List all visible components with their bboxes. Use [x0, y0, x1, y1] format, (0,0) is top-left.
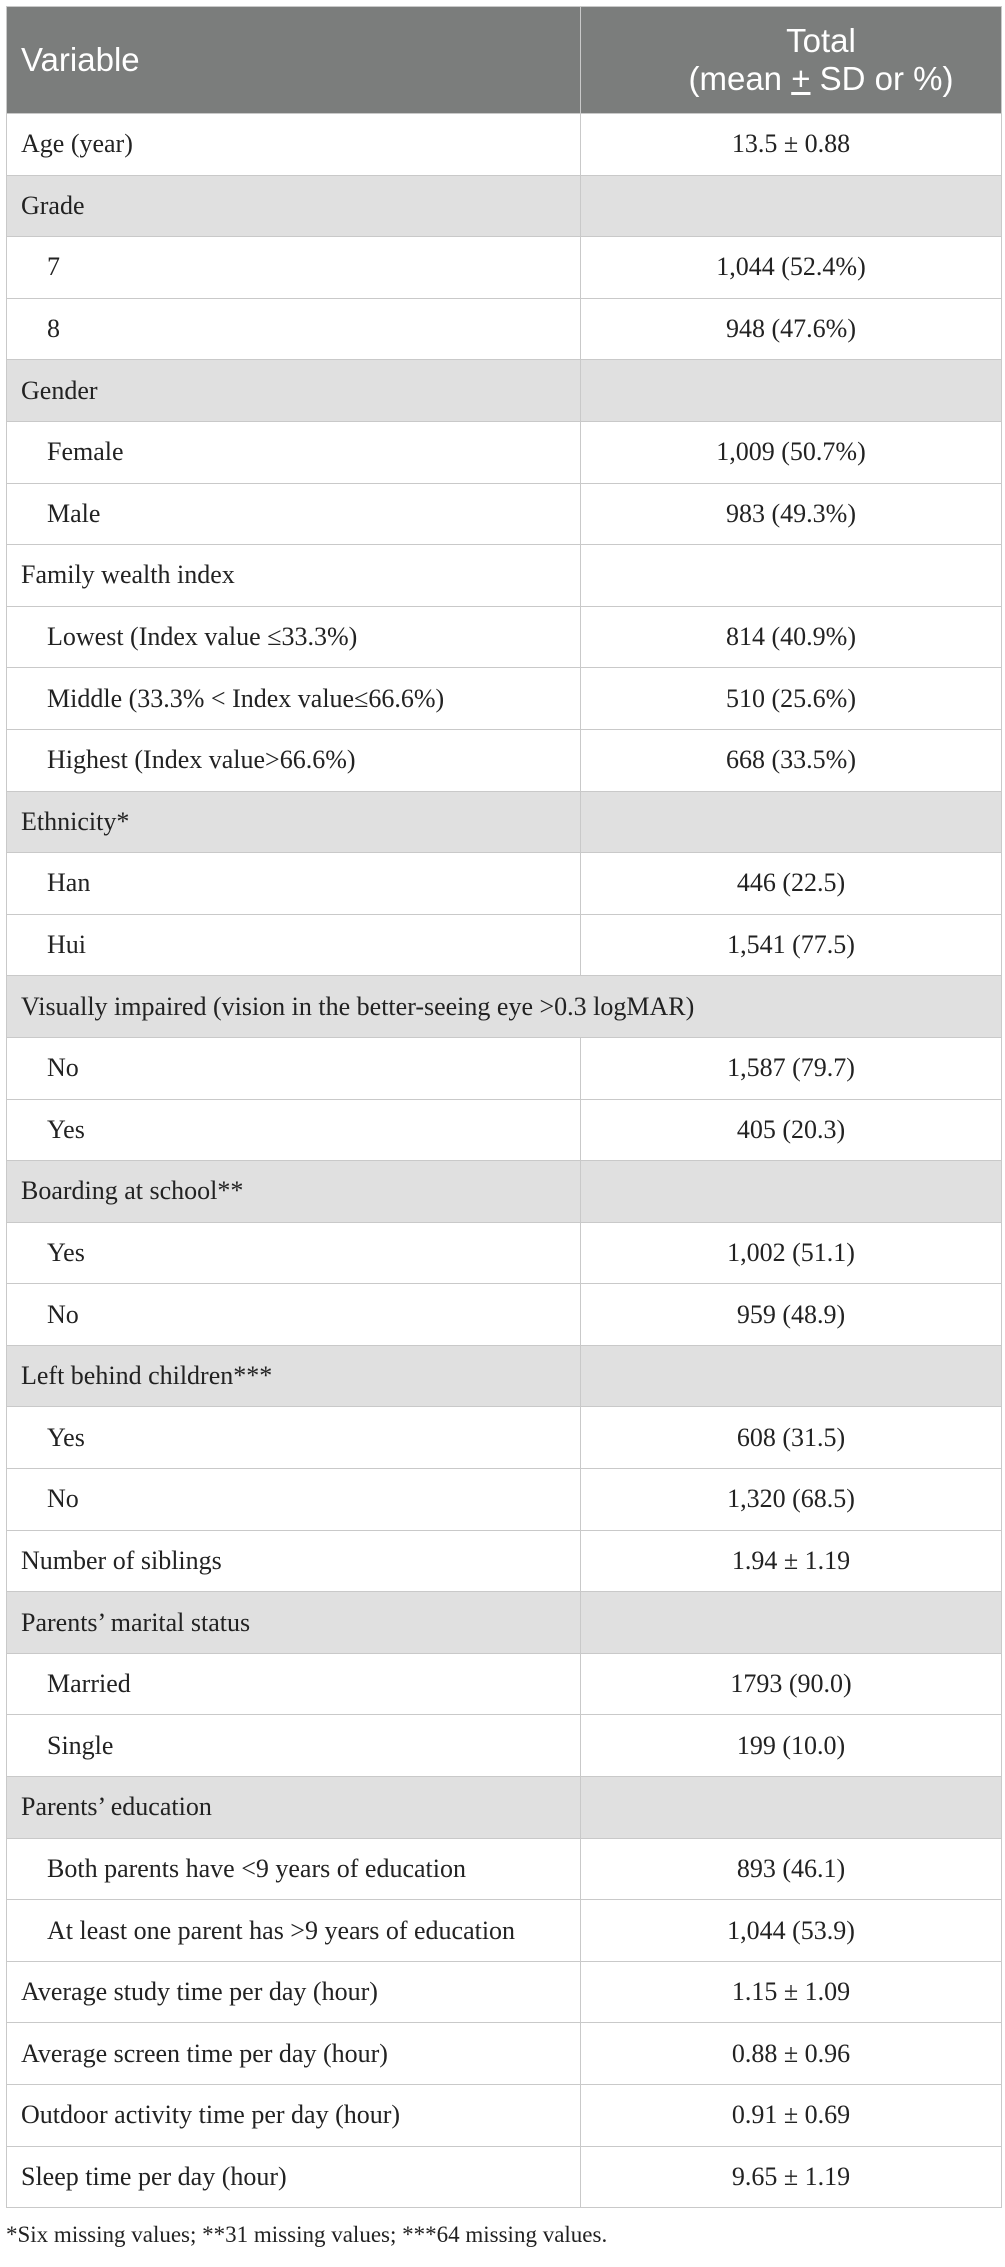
- row-label: Number of siblings: [7, 1530, 581, 1592]
- table-row: [7, 1530, 1002, 1592]
- table-row: [7, 606, 1002, 668]
- row-label: Average study time per day (hour): [7, 1961, 581, 2023]
- table-row: [7, 421, 1002, 483]
- category-row: [7, 1592, 1002, 1654]
- table-row: [7, 2146, 1002, 2208]
- row-value: [581, 791, 1002, 853]
- row-label: Male: [7, 483, 581, 545]
- row-label: 8: [7, 298, 581, 360]
- row-value: 1,320 (68.5): [581, 1469, 1002, 1531]
- row-value: 608 (31.5): [581, 1407, 1002, 1469]
- table-row: [7, 1099, 1002, 1161]
- table-row: [7, 298, 1002, 360]
- table-row: [7, 2023, 1002, 2085]
- row-value: [581, 360, 1002, 422]
- row-label: Both parents have <9 years of education: [7, 1838, 581, 1900]
- row-label: No: [7, 1284, 581, 1346]
- characteristics-table: [6, 6, 1002, 2208]
- row-label: Lowest (Index value ≤33.3%): [7, 606, 581, 668]
- row-label: Sleep time per day (hour): [7, 2146, 581, 2208]
- row-value: [581, 1777, 1002, 1839]
- table-header-row: [7, 7, 1002, 114]
- row-value: 1,002 (51.1): [581, 1222, 1002, 1284]
- row-value: 1.15 ± 1.09: [581, 1961, 1002, 2023]
- row-label: Han: [7, 853, 581, 915]
- row-label: Single: [7, 1715, 581, 1777]
- row-value: [581, 1161, 1002, 1223]
- row-label: Family wealth index: [7, 545, 581, 607]
- row-label: Highest (Index value>66.6%): [7, 729, 581, 791]
- row-value: 1,009 (50.7%): [581, 421, 1002, 483]
- row-value: 510 (25.6%): [581, 668, 1002, 730]
- row-value: 893 (46.1): [581, 1838, 1002, 1900]
- row-value: 0.91 ± 0.69: [581, 2085, 1002, 2147]
- row-label: No: [7, 1469, 581, 1531]
- row-value: 405 (20.3): [581, 1099, 1002, 1161]
- row-value: [581, 545, 1002, 607]
- table-row: [7, 1715, 1002, 1777]
- row-value: 1,541 (77.5): [581, 914, 1002, 976]
- table-row: [7, 914, 1002, 976]
- row-label: Average screen time per day (hour): [7, 2023, 581, 2085]
- category-row: [7, 360, 1002, 422]
- row-value: 668 (33.5%): [581, 729, 1002, 791]
- table-row: [7, 1469, 1002, 1531]
- row-value: 948 (47.6%): [581, 298, 1002, 360]
- row-value: 0.88 ± 0.96: [581, 2023, 1002, 2085]
- total-column-header: [581, 7, 1002, 114]
- row-label: Yes: [7, 1407, 581, 1469]
- category-row: [7, 545, 1002, 607]
- row-value: 1,044 (53.9): [581, 1900, 1002, 1962]
- row-value: 9.65 ± 1.19: [581, 2146, 1002, 2208]
- row-value: 1793 (90.0): [581, 1653, 1002, 1715]
- row-label: Parents’ marital status: [7, 1592, 581, 1654]
- row-label: No: [7, 1037, 581, 1099]
- row-label: 7: [7, 237, 581, 299]
- row-value: 13.5 ± 0.88: [581, 114, 1002, 176]
- variable-column-header: Variable: [7, 7, 581, 114]
- row-value: [581, 175, 1002, 237]
- table-row: [7, 1961, 1002, 2023]
- row-label: Outdoor activity time per day (hour): [7, 2085, 581, 2147]
- row-value: 1,044 (52.4%): [581, 237, 1002, 299]
- category-row: [7, 1777, 1002, 1839]
- row-value: 446 (22.5): [581, 853, 1002, 915]
- row-value: 814 (40.9%): [581, 606, 1002, 668]
- row-label: Boarding at school**: [7, 1161, 581, 1223]
- table-row: [7, 1653, 1002, 1715]
- table-row: [7, 853, 1002, 915]
- table-row: [7, 1900, 1002, 1962]
- category-row: [7, 791, 1002, 853]
- row-value: [581, 1345, 1002, 1407]
- row-value: [581, 1592, 1002, 1654]
- row-value: 959 (48.9): [581, 1284, 1002, 1346]
- total-header-line1: Total: [786, 22, 856, 59]
- row-value: 199 (10.0): [581, 1715, 1002, 1777]
- table-row: [7, 1037, 1002, 1099]
- table-row: [7, 1407, 1002, 1469]
- row-label: Female: [7, 421, 581, 483]
- row-label: Ethnicity*: [7, 791, 581, 853]
- row-label: At least one parent has >9 years of education: [7, 1900, 581, 1962]
- row-label: Visually impaired (vision in the better-seeing eye >0.3 logMAR): [7, 976, 1002, 1038]
- table-row: [7, 1222, 1002, 1284]
- row-label: Yes: [7, 1099, 581, 1161]
- row-value: 1,587 (79.7): [581, 1037, 1002, 1099]
- row-label: Middle (33.3% < Index value≤66.6%): [7, 668, 581, 730]
- category-row: [7, 1161, 1002, 1223]
- row-label: Gender: [7, 360, 581, 422]
- table-row: [7, 1284, 1002, 1346]
- row-label: Left behind children***: [7, 1345, 581, 1407]
- row-label: Married: [7, 1653, 581, 1715]
- table-row: [7, 729, 1002, 791]
- row-label: Yes: [7, 1222, 581, 1284]
- table-row: [7, 668, 1002, 730]
- row-label: Hui: [7, 914, 581, 976]
- table-row: [7, 2085, 1002, 2147]
- table-row: [7, 483, 1002, 545]
- table-footnote: *Six missing values; **31 missing values; ***64 missing values.: [6, 2222, 608, 2247]
- row-label: Grade: [7, 175, 581, 237]
- row-label: Parents’ education: [7, 1777, 581, 1839]
- row-value: 1.94 ± 1.19: [581, 1530, 1002, 1592]
- total-header-line2: (mean + SD or %): [688, 60, 954, 97]
- category-row: [7, 175, 1002, 237]
- table-row: [7, 1838, 1002, 1900]
- table-row: [7, 114, 1002, 176]
- category-row: [7, 976, 1002, 1038]
- table-row: [7, 237, 1002, 299]
- category-row: [7, 1345, 1002, 1407]
- row-label: Age (year): [7, 114, 581, 176]
- row-value: 983 (49.3%): [581, 483, 1002, 545]
